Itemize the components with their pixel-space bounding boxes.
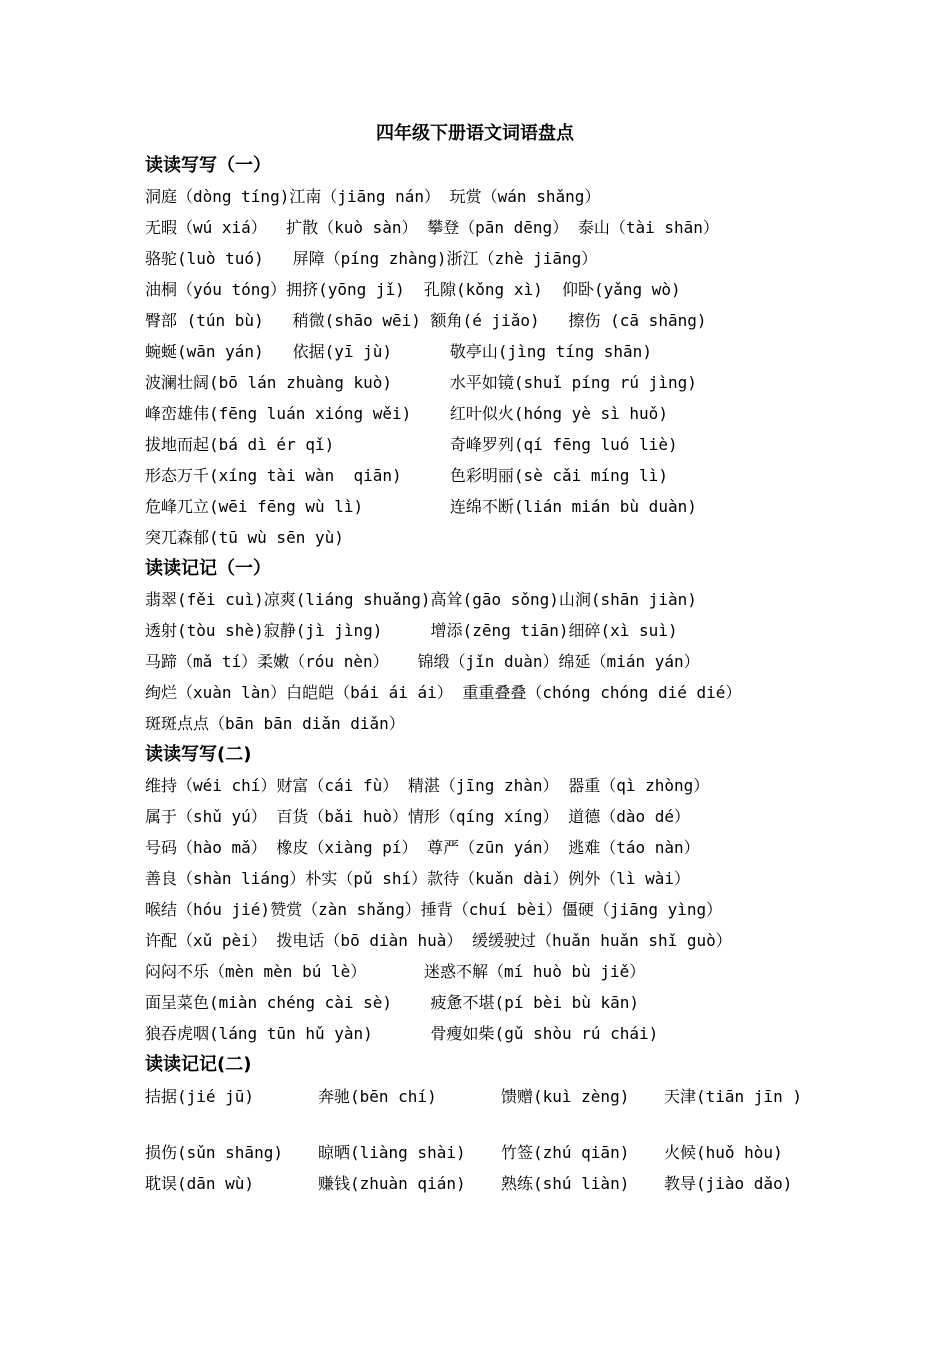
- word-line: 喉结（hóu jié)赞赏（zàn shǎng）捶背（chuí bèi）僵硬（jiāng yìng）: [145, 900, 723, 919]
- word-line: 峰峦雄伟(fēng luán xióng wěi) 红叶似火(hóng yè sì huǒ): [145, 404, 668, 423]
- page-title: 四年级下册语文词语盘点: [376, 123, 574, 144]
- word-line: 波澜壮阔(bō lán zhuàng kuò) 水平如镜(shuǐ píng rú jìng): [145, 373, 697, 392]
- word-line: 马蹄（mǎ tí）柔嫩（róu nèn） 锦缎（jǐn duàn）绵延（mián yán）: [145, 652, 700, 671]
- section-heading-3: 读读写写(二): [145, 744, 252, 765]
- word-line: 臀部 (tún bù) 稍微(shāo wēi) 额角(é jiǎo) 擦伤 (cā shāng): [145, 311, 707, 330]
- word-line: 号码（hào mǎ） 橡皮（xiàng pí） 尊严（zūn yán） 逃难（táo nàn）: [145, 838, 700, 857]
- word-cell: 耽误(dān wù): [145, 1174, 255, 1193]
- word-grid: [145, 1172, 805, 1196]
- word-line: 翡翠(fěi cuì)凉爽(liáng shuǎng)高耸(gāo sǒng)山涧(shān jiàn): [145, 590, 697, 609]
- section-heading-1: 读读写写（一）: [145, 155, 271, 176]
- word-line: 突兀森郁(tū wù sēn yù): [145, 528, 344, 547]
- word-line: 狼吞虎咽(láng tūn hǔ yàn) 骨瘦如柴(gǔ shòu rú chái): [145, 1024, 659, 1043]
- word-cell: 晾晒(liàng shài): [318, 1143, 466, 1162]
- word-line: 属于（shǔ yú） 百货（bǎi huò）情形（qíng xíng） 道德（dào dé）: [145, 807, 690, 826]
- word-cell: 竹签(zhú qiān): [501, 1143, 630, 1162]
- word-line: 善良（shàn liáng）朴实（pǔ shí）款待（kuǎn dài）例外（lì wài）: [145, 869, 690, 888]
- word-line: 蜿蜒(wān yán) 依据(yī jù) 敬亭山(jìng tíng shān): [145, 342, 652, 361]
- word-grid: [145, 1085, 805, 1109]
- word-line: 维持（wéi chí）财富（cái fù） 精湛（jīng zhàn） 器重（qì zhòng）: [145, 776, 710, 795]
- word-line: 斑斑点点（bān bān diǎn diǎn）: [145, 714, 405, 733]
- word-line: 绚烂（xuàn làn）白皑皑（bái ái ái） 重重叠叠（chóng chóng dié dié）: [145, 683, 742, 702]
- word-cell: 天津(tiān jīn ): [664, 1087, 802, 1106]
- word-line: 洞庭（dòng tíng)江南（jiāng nán） 玩赏（wán shǎng）: [145, 187, 601, 206]
- word-line: 许配（xǔ pèi） 拨电话（bō diàn huà） 缓缓驶过（huǎn huǎn shǐ guò）: [145, 931, 732, 950]
- word-line: 面呈菜色(miàn chéng cài sè) 疲惫不堪(pí bèi bù kān): [145, 993, 640, 1012]
- word-cell: 教导(jiào dǎo): [664, 1174, 793, 1193]
- word-line: 闷闷不乐（mèn mèn bú lè） 迷惑不解（mí huò bù jiě）: [145, 962, 646, 981]
- word-line: 无暇（wú xiá） 扩散（kuò sàn） 攀登（pān dēng） 泰山（tài shān）: [145, 218, 719, 237]
- word-cell: 拮据(jié jū): [145, 1087, 255, 1106]
- word-grid: [145, 1141, 805, 1165]
- word-line: 油桐（yóu tóng）拥挤(yōng jǐ) 孔隙(kǒng xì) 仰卧(yǎng wò): [145, 280, 681, 299]
- word-cell: 火候(huǒ hòu): [664, 1143, 783, 1162]
- section-heading-2: 读读记记（一）: [145, 558, 271, 579]
- section-heading-4: 读读记记(二): [145, 1054, 252, 1075]
- word-line: 骆驼(luò tuó) 屏障（píng zhàng)浙江（zhè jiāng）: [145, 249, 598, 268]
- word-cell: 损伤(sǔn shāng): [145, 1143, 283, 1162]
- word-line: 危峰兀立(wēi fēng wù lì) 连绵不断(lián mián bù duàn): [145, 497, 697, 516]
- word-line: 拔地而起(bá dì ér qǐ) 奇峰罗列(qí fēng luó liè): [145, 435, 678, 454]
- word-line: 透射(tòu shè)寂静(jì jìng) 增添(zēng tiān)细碎(xì suì): [145, 621, 678, 640]
- word-cell: 馈赠(kuì zèng): [501, 1087, 630, 1106]
- word-cell: 熟练(shú liàn): [501, 1174, 630, 1193]
- word-cell: 奔驰(bēn chí): [318, 1087, 437, 1106]
- word-line: 形态万千(xíng tài wàn qiān) 色彩明丽(sè cǎi míng lì): [145, 466, 668, 485]
- word-cell: 赚钱(zhuàn qián): [318, 1174, 466, 1193]
